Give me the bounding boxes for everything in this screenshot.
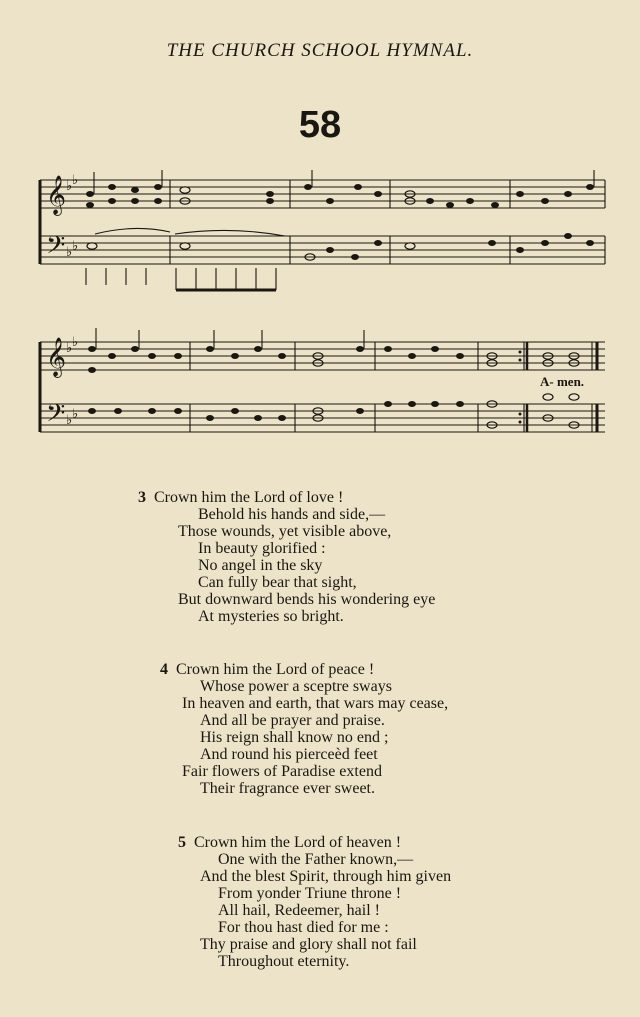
verse-line: At mysteries so bright. xyxy=(198,608,344,625)
verse-line: His reign shall know no end ; xyxy=(200,729,389,746)
verse-line: Their fragrance ever sweet. xyxy=(200,780,375,797)
verse-line: Throughout eternity. xyxy=(218,953,350,970)
verse-line: Can fully bear that sight, xyxy=(198,574,357,591)
music-system-1 xyxy=(0,170,640,300)
verse-line: And the blest Spirit, through him given xyxy=(200,868,452,885)
verse-line: Those wounds, yet visible above, xyxy=(178,523,392,540)
verse-line: Whose power a sceptre sways xyxy=(200,678,392,695)
verse-line: All hail, Redeemer, hail ! xyxy=(218,902,380,919)
verse-line: And all be prayer and praise. xyxy=(200,712,385,729)
svg-text:♭: ♭ xyxy=(72,238,79,253)
svg-text:♭: ♭ xyxy=(66,244,73,259)
verse-5 xyxy=(178,834,452,970)
svg-text:♭: ♭ xyxy=(72,334,79,349)
verse-line: And round his pierceèd feet xyxy=(200,746,378,763)
verse-line: One with the Father known,— xyxy=(218,851,414,868)
verse-line: But downward bends his wondering eye xyxy=(178,591,436,608)
verse-line: 3 Crown him the Lord of love ! xyxy=(138,489,344,506)
svg-text:𝄞: 𝄞 xyxy=(46,175,67,215)
verse-number: 5 xyxy=(178,834,186,851)
verse-line: Thy praise and glory shall not fail xyxy=(200,936,417,953)
verse-line: For thou hast died for me : xyxy=(218,919,389,936)
hymn-number: 58 xyxy=(298,104,342,146)
music-staves-1 xyxy=(0,170,640,300)
verse-number: 3 xyxy=(138,489,146,506)
verse-number: 4 xyxy=(160,661,168,678)
verse-line: In heaven and earth, that wars may cease, xyxy=(182,695,449,712)
verse-3 xyxy=(138,489,436,625)
verse-4 xyxy=(160,661,449,797)
verse-line: No angel in the sky xyxy=(198,557,323,574)
running-title: THE CHURCH SCHOOL HYMNAL. xyxy=(166,40,474,61)
amen-label: A- men. xyxy=(540,374,585,389)
svg-text:𝄢: 𝄢 xyxy=(46,399,66,434)
verse-line: In beauty glorified : xyxy=(198,540,326,557)
svg-text:♭: ♭ xyxy=(72,406,79,421)
verse-line: Fair flowers of Paradise extend xyxy=(182,763,382,780)
verse-line: Behold his hands and side,— xyxy=(198,506,386,523)
svg-text:𝄞: 𝄞 xyxy=(46,337,67,377)
verse-line: From yonder Triune throne ! xyxy=(218,885,402,902)
svg-text:♭: ♭ xyxy=(66,412,73,427)
verse-line: 5 Crown him the Lord of heaven ! xyxy=(178,834,402,851)
verse-line: 4 Crown him the Lord of peace ! xyxy=(160,661,375,678)
svg-text:♭: ♭ xyxy=(66,178,73,193)
svg-text:♭: ♭ xyxy=(72,172,79,187)
svg-text:𝄢: 𝄢 xyxy=(46,231,66,266)
svg-text:♭: ♭ xyxy=(66,340,73,355)
